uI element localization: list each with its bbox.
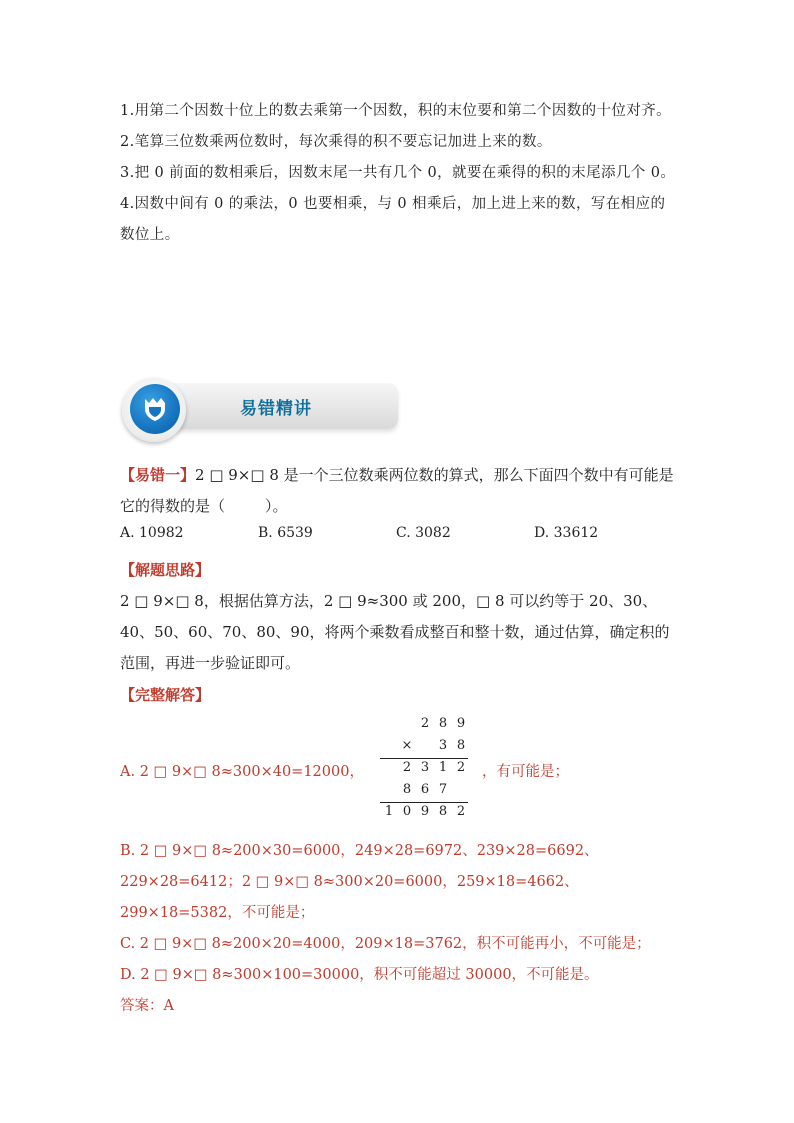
option-b: B. 6539: [258, 525, 313, 541]
solution-tag: 【完整解答】: [120, 686, 211, 704]
section-banner: [120, 378, 400, 440]
calc-row-5: [380, 802, 470, 824]
tip-item: 4.因数中间有 0 的乘法，0 也要相乘，与 0 相乘后，加上进上来的数，写在相应的数位上。: [120, 196, 666, 243]
question-end: ）。: [265, 497, 288, 515]
calc-digit: ×: [401, 738, 413, 753]
tip-item: 3.把 0 前面的数相乘后，因数末尾一共有几个 0，就要在乘得的积的末尾添几个 0。: [120, 165, 676, 181]
solution-b: B. 2 □ 9×□ 8≈200×30=6000，249×28=6972、239×28=6692、229×28=6412；2 □ 9×□ 8≈300×20=6000，259×18=4662、299×18=5382，不可能是；: [120, 843, 599, 921]
solution-a-tail: ，有可能是；: [482, 764, 569, 780]
thinking-block: [120, 555, 680, 679]
vertical-multiplication: [380, 714, 470, 824]
calc-digit: 2: [402, 760, 412, 775]
solution-bcd: [120, 836, 680, 991]
calc-digit: 9: [420, 804, 430, 819]
calc-row-1: [380, 714, 470, 736]
calc-digit: 7: [438, 782, 448, 797]
calc-digit: 8: [438, 716, 448, 731]
calc-digit: 1: [384, 804, 394, 819]
final-answer: 答案：A: [120, 998, 174, 1014]
tips-list: [120, 96, 680, 251]
question-text: [120, 460, 680, 522]
calc-digit: 6: [420, 782, 430, 797]
options-row: [120, 525, 680, 553]
calc-digit: 3: [420, 760, 430, 775]
question-tag: 【易错一】: [120, 466, 196, 484]
tip-item: 1.用第二个因数十位上的数去乘第一个因数，积的末位要和第二个因数的十位对齐。: [120, 103, 672, 119]
banner-badge: [130, 384, 180, 434]
calc-row-3: [380, 758, 470, 780]
calc-digit: 8: [438, 804, 448, 819]
calc-digit: 0: [402, 804, 412, 819]
question-block: [120, 460, 680, 522]
banner-title: 易错精讲: [240, 399, 312, 419]
thinking-tag: 【解题思路】: [120, 561, 211, 579]
solution-a-text: A. 2 □ 9×□ 8≈300×40=12000，: [120, 764, 364, 780]
calc-row-4: [380, 780, 470, 802]
calc-digit: 2: [420, 716, 430, 731]
option-c: C. 3082: [396, 525, 451, 541]
calc-digit: 8: [402, 782, 412, 797]
question-body: 2 □ 9×□ 8 是一个三位数乘两位数的算式，那么下面四个数中有可能是它的得数的是（: [120, 466, 674, 515]
solution-tag-wrap: [120, 680, 680, 711]
shield-icon: [143, 396, 167, 422]
calc-row-2: [380, 736, 470, 758]
calc-digit: 2: [456, 760, 466, 775]
calc-digit: 1: [438, 760, 448, 775]
calc-digit: 9: [456, 716, 466, 731]
solution-a: [120, 760, 569, 781]
option-d: D. 33612: [534, 525, 599, 541]
solution-c: C. 2 □ 9×□ 8≈200×20=4000，209×18=3762，积不可能再小，不可能是；: [120, 936, 651, 952]
thinking-text: 2 □ 9×□ 8，根据估算方法，2 □ 9≈300 或 200，□ 8 可以约等于 20、30、40、50、60、70、80、90，将两个乘数看成整百和整十数，通过估算，确定积的范围，再进一步验证即可。: [120, 592, 670, 672]
calc-digit: 2: [456, 804, 466, 819]
calc-digit: 8: [456, 738, 466, 753]
tip-item: 2.笔算三位数乘两位数时，每次乘得的积不要忘记加进上来的数。: [120, 134, 552, 150]
option-a: A. 10982: [120, 525, 184, 541]
calc-digit: 3: [438, 738, 448, 753]
solution-d: D. 2 □ 9×□ 8≈300×100=30000，积不可能超过 30000，不可能是。: [120, 967, 599, 983]
